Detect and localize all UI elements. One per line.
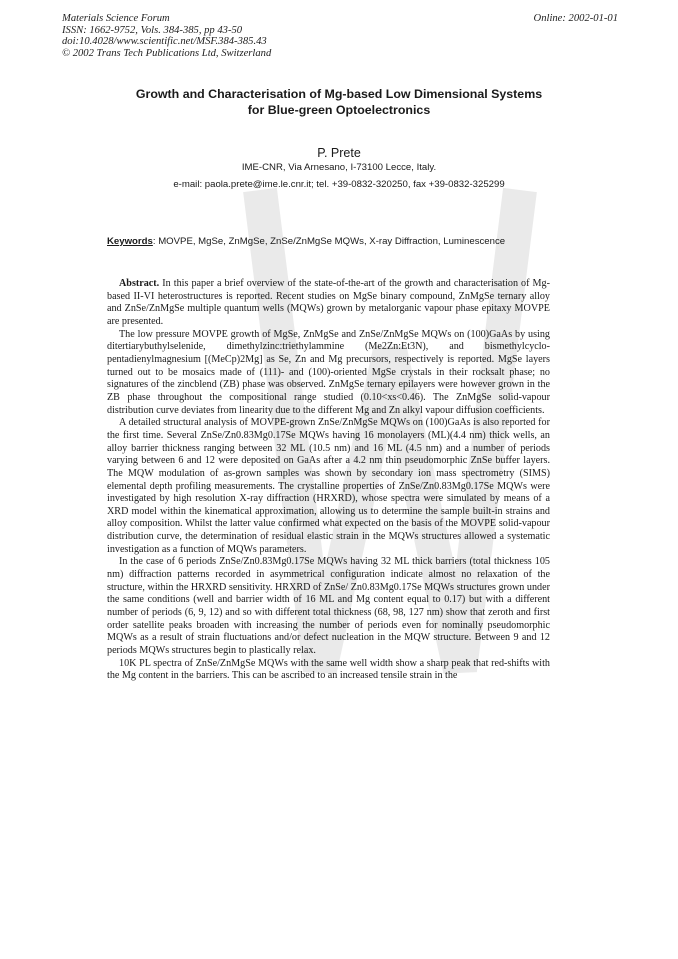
abstract-paragraph-2: The low pressure MOVPE growth of MgSe, ZnMgSe and ZnSe/ZnMgSe MQWs on (100)GaAs by using ditertiarybuthylselenide, dimethylzinc:triethylammine (Me2Zn:Et3N), and bismethylcyclo-pentadienylmagnesium [(MeCp)2Mg] as Se, Zn and Mg precursors, respectively is reported. MgSe layers turned out to be mosaics made of (111)- and (100)-oriented MgSe crystals in their rocksalt phase; no signatures of the zincblend (ZB) phase was observed. ZnMgSe ternary epilayers were however grown in the ZB phase throughout the compositional range studied (0.10<xs<0.46). The ZnMgSe solid-vapour distribution curve deviates from linearity due to the different Mg and Zn alkyl vapour diffusion coefficients. bbox=[107, 328, 550, 416]
title-line-2: for Blue-green Optoelectronics bbox=[247, 103, 431, 117]
keywords-label: Keywords bbox=[107, 236, 153, 247]
abstract-paragraph-4: In the case of 6 periods ZnSe/Zn0.83Mg0.17Se MQWs having 32 ML thick barriers (total thickness 105 nm) diffraction patterns recorded in asymmetrical configuration indicate almost no relaxation of the structure, within the HRXRD sensitivity. HRXRD of ZnSe/ Zn0.83Mg0.17Se MQWs structures grown under the same conditions (well and barrier width of 16 ML and Mg content equal to 0.17) but with a different number of periods (6, 9, 12) and so with different total thickness (68, 98, 127 nm) show that zeroth and first order satellite peaks broaden with increasing the number of periods even for nominally pseudomorphic MQWs as a result of strain fluctuations and/or defect nucleation in the MQW structure. Between 9 and 12 periods MQWs structures begin to plastically relax. bbox=[107, 556, 550, 657]
journal-header bbox=[62, 13, 271, 59]
keywords-line bbox=[107, 236, 505, 247]
abstract-paragraph-1 bbox=[107, 278, 550, 329]
issn-line: ISSN: 1662-9752, Vols. 384-385, pp 43-50 bbox=[62, 24, 243, 36]
keywords-text: : MOVPE, MgSe, ZnMgSe, ZnSe/ZnMgSe MQWs, X-ray Diffraction, Luminescence bbox=[152, 236, 506, 247]
paper-title bbox=[80, 86, 598, 118]
abstract-paragraph-5: 10K PL spectra of ZnSe/ZnMgSe MQWs with the same well width show a sharp peak that red-shifts with the Mg content in the barriers. This can be ascribed to an increased tensile strain in the bbox=[107, 657, 550, 682]
abstract-p1-text: In this paper a brief overview of the state-of-the-art of the growth and characterisation of Mg-based II-VI heterostructures is reported. Recent studies on MgSe binary compound, ZnMgSe ternary alloy and ZnSe/ZnMgSe multiple quantum wells (MQWs) grown by metalorganic vapour phase epitaxy MOVPE are presented. bbox=[107, 278, 550, 327]
abstract-body bbox=[107, 278, 550, 683]
author-affiliation: IME-CNR, Via Arnesano, I-73100 Lecce, Italy. bbox=[241, 162, 437, 173]
abstract-paragraph-3: A detailed structural analysis of MOVPE-grown ZnSe/ZnMgSe MQWs on (100)GaAs is also reported for the first time. Several ZnSe/Zn0.83Mg0.17Se MQWs having 16 monolayers (ML)(4.4 nm) thick wells, an alloy barrier thickness ranging between 32 ML (10.5 nm) and 16 ML (4.5 nm) and a number of periods varying between 6 and 12 were deposited on GaAs after a 4.2 nm thin pseudomorphic ZnSe buffer layers. The MQW modulation of as-grown samples was shown by secondary ion mass spectrometry (SIMS) elemental depth profiling measurements. The crystalline properties of ZnSe/Zn0.83Mg0.17Se MQWs were investigated by high resolution X-ray diffraction (HRXRD), whose spectra were simulated by means of a XRD model within the kinematical approximation, allowing us to determine the sample built-in strains and alloy composition. Whilst the latter value confirmed what expected on the basis of the MOVPE solid-vapour distribution curve, the determination of residual elastic strain in the MQWs structures allowed a systematic investigation as a function of MQWs parameters. bbox=[107, 417, 550, 555]
doi-line: doi:10.4028/www.scientific.net/MSF.384-385.43 bbox=[62, 36, 267, 48]
journal-name: Materials Science Forum bbox=[62, 13, 170, 24]
author-contact: e-mail: paola.prete@ime.le.cnr.it; tel. +39-0832-320250, fax +39-0832-325299 bbox=[173, 179, 505, 190]
online-date: Online: 2002-01-01 bbox=[533, 13, 618, 24]
abstract-label: Abstract. bbox=[119, 278, 160, 289]
copyright-line: © 2002 Trans Tech Publications Ltd, Switzerland bbox=[62, 47, 272, 59]
author-name: P. Prete bbox=[317, 146, 361, 160]
title-line-1: Growth and Characterisation of Mg-based Low Dimensional Systems bbox=[135, 87, 543, 101]
